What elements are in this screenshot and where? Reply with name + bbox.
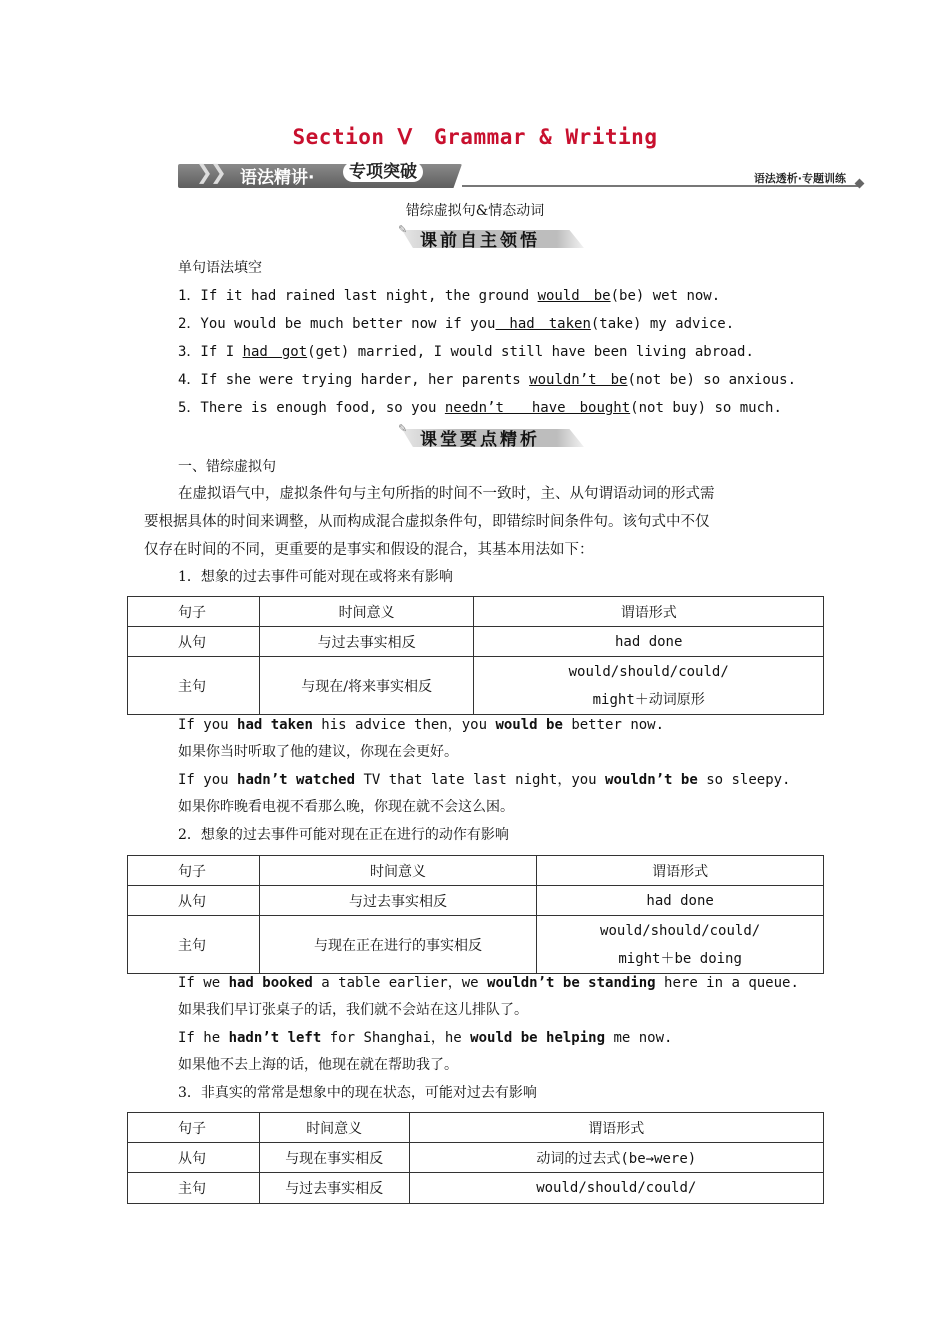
table-row (128, 886, 824, 916)
chevron-right-icon: ❯ (210, 160, 227, 184)
example-text: me now. (605, 1030, 673, 1046)
exercise-item (178, 286, 818, 306)
form-line: would/should/could/ (600, 922, 761, 939)
exercise-text: 1．If it had rained last night, the ground (178, 288, 538, 304)
tag-label: 课前自主领悟 (420, 231, 540, 251)
example-keyword: had booked (228, 975, 313, 991)
exercise-item (178, 370, 818, 390)
point1-table (127, 596, 824, 715)
banner-label-grammar: 语法精讲· (240, 168, 315, 188)
exercise-text: (be) wet now. (610, 288, 721, 304)
example-text: a table earlier，we (312, 975, 488, 991)
point1-heading: 1．想象的过去事件可能对现在或将来有影响 (178, 569, 453, 585)
table-row (128, 1143, 824, 1173)
table-row (128, 1173, 824, 1204)
cell-meaning: 与现在/将来事实相反 (259, 657, 474, 715)
tag-label: 课堂要点精析 (420, 430, 540, 450)
exercise-text: 3．If I (178, 344, 243, 360)
intro-line: 仅存在时间的不同，更重要的是事实和假设的混合，其基本用法如下： (144, 542, 594, 558)
header-time-meaning: 时间意义 (259, 856, 536, 886)
example-text: If he (178, 1030, 229, 1046)
banner-label-special: 专项突破 (343, 162, 423, 182)
cell-form: had done (474, 627, 824, 657)
exercise-text: (not buy) so much. (630, 400, 782, 416)
exercise-item (178, 314, 818, 334)
exercise-text: (get) married, I would still have been living abroad. (307, 344, 754, 360)
cell-meaning: 与现在正在进行的事实相反 (259, 916, 536, 974)
example-keyword: hadn’t watched (237, 772, 356, 788)
header-time-meaning: 时间意义 (259, 1113, 409, 1143)
example-text: TV that late last night，you (355, 772, 606, 788)
table-header-row (128, 1113, 824, 1143)
point2-table (127, 855, 824, 974)
example-keyword: wouldn’t be (605, 772, 698, 788)
cell-clause: 从句 (128, 627, 260, 657)
cell-form: 动词的过去式(be→were) (409, 1143, 823, 1173)
table-row (128, 657, 824, 715)
exercise-answer: would be (537, 288, 611, 304)
exercise-text: 2．You would be much better now if you (178, 316, 496, 332)
header-predicate-form: 谓语形式 (474, 597, 824, 627)
cell-clause: 主句 (128, 657, 260, 715)
header-predicate-form: 谓语形式 (537, 856, 824, 886)
pen-icon: ✎ (398, 422, 408, 435)
table-header-row (128, 856, 824, 886)
exercise-answer: had got (242, 344, 308, 360)
cell-clause: 从句 (128, 886, 260, 916)
form-line: might＋动词原形 (592, 691, 705, 708)
header-sentence: 句子 (128, 856, 260, 886)
header-sentence: 句子 (128, 1113, 260, 1143)
table-row (128, 627, 824, 657)
section1-intro (144, 480, 809, 564)
example-text: If you (178, 717, 238, 733)
pen-icon: ✎ (398, 223, 408, 236)
example-text: here in a queue. (655, 975, 799, 991)
point3-table (127, 1112, 824, 1204)
table-header-row (128, 597, 824, 627)
example-translation: 如果你当时听取了他的建议，你现在会更好。 (178, 744, 458, 760)
header-predicate-form: 谓语形式 (409, 1113, 823, 1143)
example-text: If we (178, 975, 229, 991)
exercise-text: 5．There is enough food, so you (178, 400, 445, 416)
example-sentence (178, 770, 818, 790)
table-row (128, 916, 824, 974)
cell-clause: 主句 (128, 1173, 260, 1204)
exercise-heading: 单句语法填空 (178, 260, 262, 276)
cell-meaning: 与过去事实相反 (259, 627, 474, 657)
example-text: for Shanghai，he (321, 1030, 471, 1046)
topic-subheading: 错综虚拟句&情态动词 (405, 203, 545, 219)
example-sentence (178, 973, 818, 993)
banner-right-label: 语法透析·专题训练 (753, 172, 846, 185)
example-keyword: had taken (237, 717, 313, 733)
tag-pre-class (398, 223, 584, 251)
example-translation: 如果他不去上海的话，他现在就在帮助我了。 (178, 1057, 458, 1073)
cell-form (537, 916, 824, 974)
cell-form: had done (537, 886, 824, 916)
example-text: If you (178, 772, 238, 788)
example-text: better now. (562, 717, 665, 733)
example-translation: 如果我们早订张桌子的话，我们就不会站在这儿排队了。 (178, 1002, 528, 1018)
form-line: might＋be doing (618, 950, 742, 967)
exercise-text: (not be) so anxious. (627, 372, 797, 388)
exercise-item (178, 342, 818, 362)
example-keyword: would be (495, 717, 563, 733)
cell-clause: 从句 (128, 1143, 260, 1173)
form-line: would/should/could/ (568, 663, 729, 680)
point3-heading: 3．非真实的常常是想象中的现在状态，可能对过去有影响 (178, 1085, 537, 1101)
cell-form (474, 657, 824, 715)
exercise-answer: had taken (495, 316, 591, 332)
exercise-item (178, 398, 818, 418)
cell-clause: 主句 (128, 916, 260, 974)
example-translation: 如果你昨晚看电视不看那么晚，你现在就不会这么困。 (178, 799, 514, 815)
chevron-right-icon: ❯ (196, 160, 213, 184)
exercise-answer: needn’t have bought (444, 400, 631, 416)
cell-meaning: 与现在事实相反 (259, 1143, 409, 1173)
header-sentence: 句子 (128, 597, 260, 627)
example-sentence (178, 715, 818, 735)
intro-line: 在虚拟语气中，虚拟条件句与主句所指的时间不一致时，主、从句谓语动词的形式需 (178, 486, 715, 502)
example-keyword: would be helping (470, 1030, 606, 1046)
intro-line: 要根据具体的时间来调整，从而构成混合虚拟条件句，即错综时间条件句。该句式中不仅 (144, 514, 710, 530)
exercise-answer: wouldn’t be (529, 372, 628, 388)
exercise-text: (take) my advice. (590, 316, 735, 332)
header-time-meaning: 时间意义 (259, 597, 474, 627)
cell-meaning: 与过去事实相反 (259, 1173, 409, 1204)
page-title: Section Ⅴ Grammar & Writing (292, 125, 658, 149)
section1-heading: 一、错综虚拟句 (178, 459, 276, 475)
cell-form: would/should/could/ (409, 1173, 823, 1204)
example-keyword: hadn’t left (228, 1030, 322, 1046)
point2-heading: 2．想象的过去事件可能对现在正在进行的动作有影响 (178, 827, 509, 843)
example-sentence (178, 1028, 818, 1048)
exercise-text: 4．If she were trying harder, her parents (178, 372, 530, 388)
tag-in-class (398, 422, 584, 450)
section-banner (178, 160, 870, 190)
example-text: his advice then，you (312, 717, 496, 733)
example-keyword: wouldn’t be standing (487, 975, 656, 991)
example-text: so sleepy. (697, 772, 791, 788)
cell-meaning: 与过去事实相反 (259, 886, 536, 916)
